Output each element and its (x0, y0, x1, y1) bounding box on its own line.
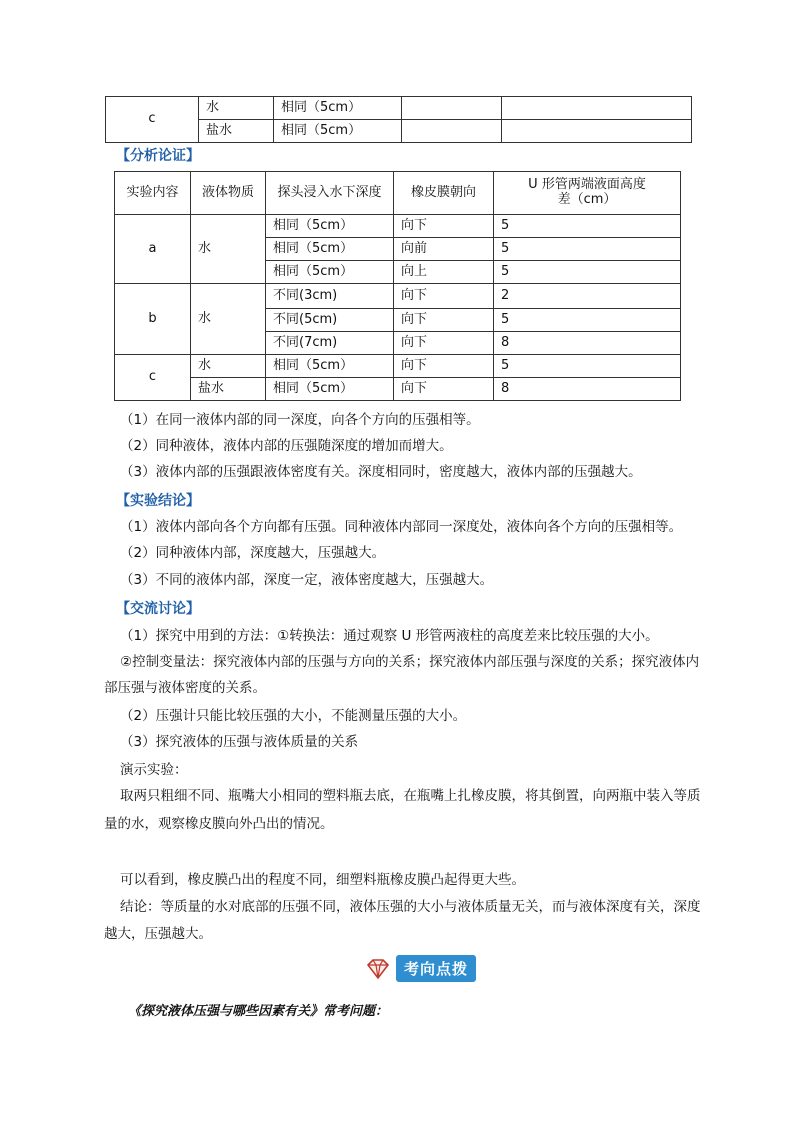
height-cell: 5 (494, 215, 681, 238)
discussion-p5: 演示实验： (120, 762, 188, 778)
content-cell: b (115, 284, 191, 355)
cell-liquid: 水 (199, 97, 274, 120)
section-title-conclusion: 【实验结论】 (116, 493, 200, 509)
discussion-p8a: 结论：等质量的水对底部的压强不同，液体压强的大小与液体质量无关，而与液体深度有关，深度 (120, 899, 701, 915)
liquid-cell: 水 (191, 355, 266, 378)
content-cell: a (115, 215, 191, 284)
diamond-icon (364, 956, 392, 982)
height-cell: 5 (494, 355, 681, 378)
tip-badge (364, 955, 476, 982)
header-cell: 橡皮膜朝向 (394, 172, 494, 215)
cell-height (502, 120, 692, 143)
height-cell: 8 (494, 378, 681, 401)
liquid-cell: 水 (191, 215, 266, 284)
conclusion-item-1: （1）液体内部向各个方向都有压强。同种液体内部同一深度处，液体向各个方向的压强相等。 (120, 519, 683, 535)
section-title-discussion: 【交流讨论】 (116, 601, 200, 617)
direction-cell: 向下 (394, 355, 494, 378)
depth-cell: 相同（5cm） (266, 238, 394, 261)
header-cell: U 形管两端液面高度差（cm） (494, 172, 681, 215)
content-cell: c (115, 355, 191, 401)
tip-badge-label: 考向点拨 (396, 955, 476, 982)
table-row (115, 284, 681, 309)
analysis-item-3: （3）液体内部的压强跟液体密度有关。深度相同时，密度越大，液体内部的压强越大。 (120, 464, 642, 480)
discussion-p6b: 量的水，观察橡皮膜向外凸出的情况。 (104, 816, 334, 832)
discussion-p2a: ②控制变量法：探究液体内部的压强与方向的关系；探究液体内部压强与深度的关系；探究液体内 (120, 654, 700, 670)
table-row (115, 355, 681, 378)
depth-cell: 相同（5cm） (266, 261, 394, 284)
cell-height (502, 97, 692, 120)
analysis-item-1: （1）在同一液体内部的同一深度，向各个方向的压强相等。 (120, 412, 480, 428)
cell-liquid: 盐水 (199, 120, 274, 143)
height-cell: 5 (494, 238, 681, 261)
analysis-item-2: （2）同种液体，液体内部的压强随深度的增加而增大。 (120, 438, 453, 454)
depth-cell: 相同（5cm） (266, 378, 394, 401)
direction-cell: 向下 (394, 332, 494, 355)
discussion-p2b: 部压强与液体密度的关系。 (104, 680, 266, 696)
depth-cell: 相同（5cm） (266, 355, 394, 378)
height-cell: 8 (494, 332, 681, 355)
discussion-p8b: 越大，压强越大。 (104, 926, 212, 942)
liquid-cell: 盐水 (191, 378, 266, 401)
conclusion-item-3: （3）不同的液体内部，深度一定，液体密度越大，压强越大。 (120, 572, 494, 588)
discussion-p4: （3）探究液体的压强与液体质量的关系 (120, 734, 359, 750)
direction-cell: 向下 (394, 284, 494, 309)
header-cell: 探头浸入水下深度 (266, 172, 394, 215)
depth-cell: 不同(5cm) (266, 309, 394, 332)
height-cell: 5 (494, 309, 681, 332)
direction-cell: 向上 (394, 261, 494, 284)
footer-title: 《探究液体压强与哪些因素有关》常考问题： (128, 1004, 389, 1019)
header-cell: 液体物质 (191, 172, 266, 215)
discussion-p3: （2）压强计只能比较压强的大小，不能测量压强的大小。 (120, 708, 467, 724)
depth-cell: 相同（5cm） (266, 215, 394, 238)
direction-cell: 向下 (394, 378, 494, 401)
cell-depth: 相同（5cm） (274, 97, 402, 120)
group-label-c: c (106, 97, 199, 143)
direction-cell: 向下 (394, 309, 494, 332)
header-cell: 实验内容 (115, 172, 191, 215)
conclusion-item-2: （2）同种液体内部，深度越大，压强越大。 (120, 545, 386, 561)
height-cell: 2 (494, 284, 681, 309)
cell-depth: 相同（5cm） (274, 120, 402, 143)
discussion-p6a: 取两只粗细不同、瓶嘴大小相同的塑料瓶去底，在瓶嘴上扎橡皮膜，将其倒置，向两瓶中装入等质 (120, 788, 701, 804)
height-cell: 5 (494, 261, 681, 284)
section-title-analysis: 【分析论证】 (116, 148, 200, 164)
discussion-p7: 可以看到，橡皮膜凸出的程度不同，细塑料瓶橡皮膜凸起得更大些。 (120, 872, 525, 888)
liquid-cell: 水 (191, 284, 266, 355)
depth-cell: 不同(3cm) (266, 284, 394, 309)
table-header-row (115, 172, 681, 215)
direction-cell: 向前 (394, 238, 494, 261)
discussion-p1: （1）探究中用到的方法：①转换法：通过观察 U 形管两液柱的高度差来比较压强的大小。 (120, 628, 659, 644)
top-table (105, 96, 692, 143)
main-table (114, 171, 681, 401)
table-row (115, 215, 681, 238)
direction-cell: 向下 (394, 215, 494, 238)
depth-cell: 不同(7cm) (266, 332, 394, 355)
table-row (115, 378, 681, 401)
cell-direction (402, 97, 502, 120)
cell-direction (402, 120, 502, 143)
